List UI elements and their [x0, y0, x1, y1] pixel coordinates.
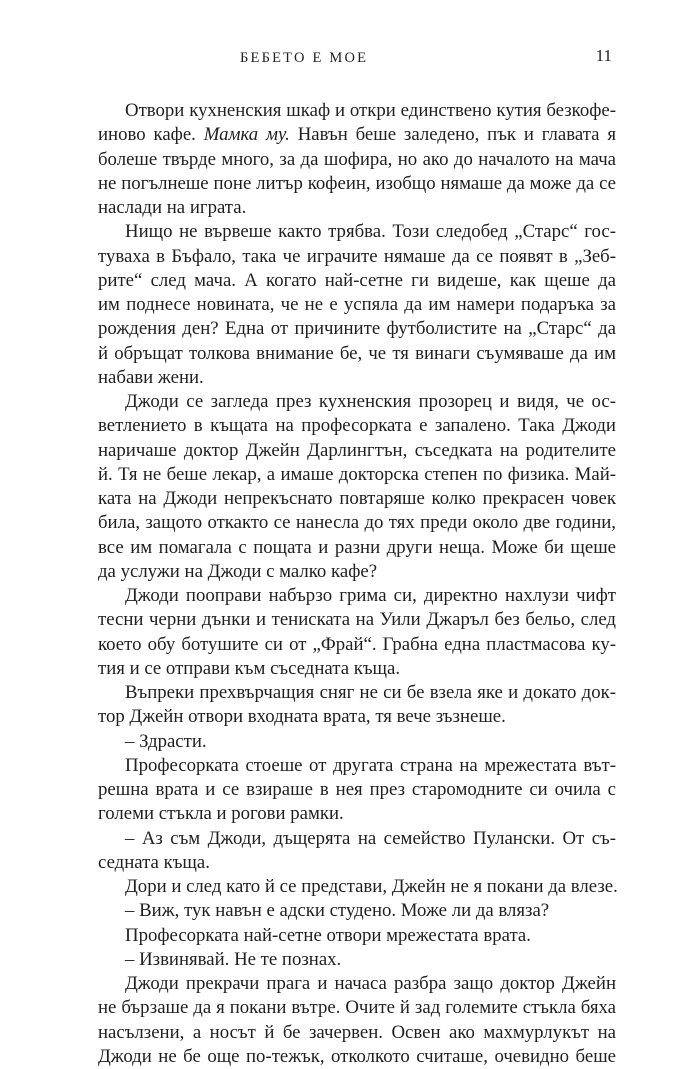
- text-line: наслади на играта.: [98, 197, 247, 218]
- text-line: което обу ботушите си от „Фрай“. Грабна една пластмасова ку-: [98, 633, 616, 655]
- text-line: Джоди не бе още по-тежък, отколкото считаше, очевидно беше: [98, 1045, 616, 1067]
- text-line: Джоди се загледа през кухненския прозорец и видя, че ос-: [125, 391, 616, 412]
- text-line: набави жени.: [98, 366, 204, 388]
- text-line: Нищо не вървеше както трябва. Този следобед „Старс“ гос-: [125, 221, 616, 243]
- text-line: й. Тя не беше лекар, а имаше докторска степен по физика. Май-: [98, 463, 616, 485]
- text-line: й обръщат толкова внимание бе, че тя винаги съумяваше да им: [98, 342, 616, 364]
- body-text: [98, 99, 616, 1069]
- text-line: големи стъкла и рогови рамки.: [98, 803, 344, 825]
- text-line: не погълнеше поне литър кофеин, изобщо нямаше да може да се: [98, 172, 616, 194]
- text-line: Джоди пооправи набързо грима си, директно нахлузи чифт: [125, 585, 616, 606]
- text-line: все им помагала с пощата и разни други неща. Може би щеше: [98, 536, 616, 558]
- running-title: БЕБЕТО Е МОЕ: [240, 50, 369, 66]
- text-line: насълзени, а носът й бе зачервен. Освен ако махмурлукът на: [98, 1021, 616, 1043]
- text-line: седната къща.: [98, 851, 210, 873]
- text-line: тия и се отправи към съседната къща.: [98, 657, 401, 679]
- page-number: 11: [595, 46, 612, 65]
- italic-phrase: Мамка му.: [203, 124, 290, 146]
- text-line: ката на Джоди непрекъснато повтаряше колко прекрасен човек: [98, 488, 616, 509]
- text-line: ветлението в къщата на професорката е запалено. Така Джоди: [98, 415, 616, 437]
- text-line: Професорката най-сетне отвори мрежестата врата.: [125, 924, 531, 946]
- text-line: им поднесе новината, че не е успяла да им намери подаръка за: [98, 294, 616, 315]
- text-line: иново кафе. Мамка му. Навън беше заледено, пък и главата я: [98, 124, 616, 146]
- text-line: Професорката стоеше от другата страна на мрежестата вът-: [125, 754, 616, 776]
- text-line: да услужи на Джоди с малко кафе?: [98, 560, 378, 582]
- text-line: болеше твърде много, за да шофира, но ако до началото на мача: [98, 148, 616, 170]
- text-line: тесни черни дънки и тениската на Уили Джаръл без бельо, след: [98, 609, 616, 631]
- text-line: била, защото откакто се нанесла до тях преди около две години,: [98, 512, 616, 534]
- text-line: тор Джейн отвори входната врата, тя вече зъзнеше.: [98, 706, 506, 728]
- text-line: Джоди прекрачи прага и начаса разбра защо доктор Джейн: [125, 973, 616, 994]
- text-line: – Извинявай. Не те познах.: [125, 948, 342, 970]
- text-line: Дори и след като й се представи, Джейн не я покани да влезе.: [125, 876, 618, 897]
- text-line: туваха в Бъфало, така че играчите нямаше да се появят в „Зеб-: [98, 245, 616, 267]
- text-line: – Виж, тук навън е адски студено. Може ли да вляза?: [125, 900, 550, 922]
- text-line: решна врата и се взираше в нея през старомодните си очила с: [98, 779, 616, 800]
- text-line: рите“ след мача. А когато най-сетне ги видеше, как щеше да: [98, 269, 616, 291]
- text-line: наричаше доктор Джейн Дарлингтън, съседката на родителите: [98, 439, 616, 461]
- text-line: не бързаше да я покани вътре. Очите й зад големите стъкла бяха: [98, 997, 616, 1019]
- text-line: рождения ден? Една от причините футболистите на „Старс“ да: [98, 318, 616, 340]
- text-line: Въпреки прехвърчащия сняг не си бе взела яке и докато док-: [125, 682, 616, 703]
- text-line: – Аз съм Джоди, дъщерята на семейство Пулански. От съ-: [125, 827, 616, 849]
- text-line: Отвори кухненския шкаф и откри единствено кутия безкофе-: [125, 100, 616, 121]
- text-line: – Здрасти.: [125, 730, 207, 752]
